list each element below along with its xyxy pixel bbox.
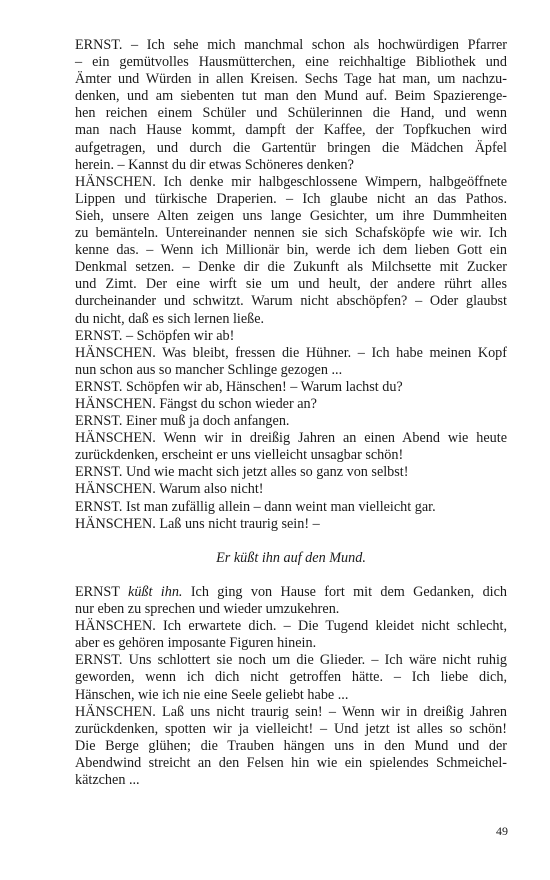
text-line: HÄNSCHEN. Fängst du schon wieder an? xyxy=(75,395,317,412)
text-line: ERNST. Schöpfen wir ab, Hänschen! – Warum lachst du? xyxy=(75,378,403,395)
text-line: ERNST. Ist man zufällig allein – dann weint man vielleicht gar. xyxy=(75,498,436,515)
text-line: hen reichen einem Schüler und Schülerinnen die Hand, und wenn xyxy=(75,105,507,122)
text-line: nun schon aus so mancher Schlinge gezogen ... xyxy=(75,361,343,378)
text-line: Die Berge glühen; die Trauben hängen uns in den Mund und der xyxy=(75,737,507,754)
speaker-name: ERNST xyxy=(75,584,129,600)
text-line: HÄNSCHEN. Laß uns nicht traurig sein! – xyxy=(75,515,320,532)
text-line: HÄNSCHEN. Was bleibt, fressen die Hühner. – Ich habe meinen Kopf xyxy=(75,344,507,361)
text-line: geworden, wenn ich dich nicht getroffen hätte. – Ich liebe dich, xyxy=(75,669,507,686)
text-line: HÄNSCHEN. Warum also nicht! xyxy=(75,481,264,498)
page-text xyxy=(75,37,507,789)
text-line: HÄNSCHEN. Wenn wir in dreißig Jahren an einen Abend wie heute xyxy=(75,430,507,447)
text-line: nur eben zu sprechen und wieder umzukehren. xyxy=(75,601,340,618)
text-line: man nach Hause kommt, dampft der Kaffee, der Topfkuchen wird xyxy=(75,122,507,139)
text-line: und Zimt. Der eine wirft sie um und heult, der andere rührt alles xyxy=(75,276,507,293)
text-line: Ämter und Würden in allen Kreisen. Sechs Tage hat man, um nachzu- xyxy=(75,71,507,88)
text-line: Hänschen, wie ich nie eine Seele geliebt habe ... xyxy=(75,686,349,703)
text-line: zurückdenken, spotten wir ja vielleicht! – Und jetzt ist alles so schön! xyxy=(75,720,507,737)
spacer xyxy=(75,533,507,550)
stage-direction: Er küßt ihn auf den Mund. xyxy=(216,549,366,566)
dialogue-block-2 xyxy=(75,601,507,789)
text-line: kenne das. – Wenn ich Millionär bin, werde ich dem lieben Gott ein xyxy=(75,242,507,259)
text-line: kätzchen ... xyxy=(75,772,140,789)
text-line: du nicht, daß es sich lernen ließe. xyxy=(75,310,265,327)
text-line: Denkmal setzen. – Denke dir die Zukunft als Milchsette mit Zucker xyxy=(75,259,507,276)
text-line: HÄNSCHEN. Ich erwartete dich. – Die Tugend kleidet nicht schlecht, xyxy=(75,618,507,635)
text-line: denken, und am siebenten tut man den Mund auf. Beim Spazierenge- xyxy=(75,88,507,105)
text-line: ERNST. Und wie macht sich jetzt alles so ganz von selbst! xyxy=(75,464,409,481)
text-line: ERNST. Einer muß ja doch anfangen. xyxy=(75,413,290,430)
text-line: zu bemänteln. Untereinander nennen sie sich Schafsköpfe wie wir. Ich xyxy=(75,225,507,242)
text-line: aufgetragen, und durch die Gartentür bringen die Mädchen Äpfel xyxy=(75,139,507,156)
text-line: herein. – Kannst du dir etwas Schöneres denken? xyxy=(75,156,354,173)
text-line: ERNST. Uns schlottert sie noch um die Glieder. – Ich wäre nicht ruhig xyxy=(75,652,507,669)
page-number: 49 xyxy=(496,824,508,838)
text-line: durcheinander und schwitzt. Warum nicht abschöpfen? – Oder glaubst xyxy=(75,293,507,310)
text-line: Sieh, unsere Alten zeigen uns lange Gesichter, um ihre Dummheiten xyxy=(75,207,507,224)
text-line xyxy=(75,584,507,601)
text-line: HÄNSCHEN. Laß uns nicht traurig sein! – Wenn wir in dreißig Jahren xyxy=(75,703,507,720)
inline-stage-direction: küßt ihn. xyxy=(128,584,183,600)
text-line: – ein gemütvolles Hausmütterchen, eine reichhaltige Bibliothek und xyxy=(75,54,507,71)
text-line: ERNST. – Ich sehe mich manchmal schon als hochwürdigen Pfarrer xyxy=(75,37,507,53)
text-line: aber es gehören imposante Figuren hinein. xyxy=(75,635,317,652)
line-text: Ich ging von Hause fort mit dem Gedanken, dich xyxy=(182,584,507,600)
spacer xyxy=(75,567,507,584)
text-line: ERNST. – Schöpfen wir ab! xyxy=(75,327,235,344)
text-line: Abendwind streicht an den Felsen hin wie ein spielendes Schmeichel- xyxy=(75,754,507,771)
text-line: Lippen und türkische Draperien. – Ich glaube nicht an das Pathos. xyxy=(75,190,507,207)
text-line: HÄNSCHEN. Ich denke mir halbgeschlossene Wimpern, halbgeöffnete xyxy=(75,173,507,190)
text-line: zurückdenken, erscheint er uns vielleicht unsagbar schön! xyxy=(75,447,404,464)
dialogue-block-1 xyxy=(75,37,507,533)
